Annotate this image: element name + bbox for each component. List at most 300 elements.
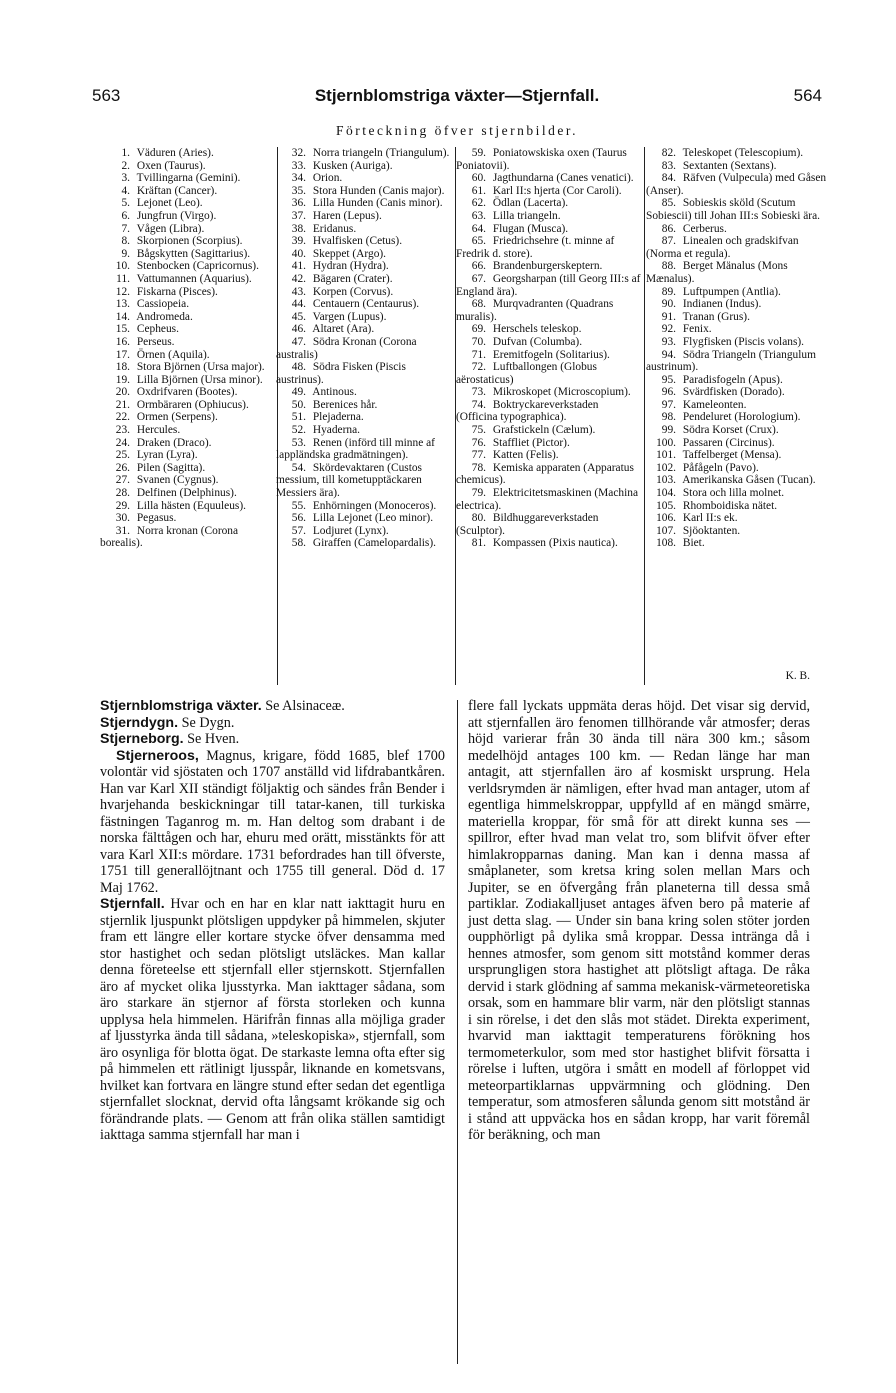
constellation-entry (646, 298, 828, 311)
constellation-entry (100, 197, 278, 210)
entry-name: Elektricitetsmaskinen (Machina electrica). (456, 487, 639, 512)
constellation-entry (276, 147, 456, 160)
entry-name: Stora Hunden (Canis major). (310, 184, 445, 197)
entry-name: Herschels teleskop. (490, 323, 582, 336)
entry-number: 100. (656, 436, 676, 449)
article-text: Se Hven. (183, 731, 240, 747)
entry-name: Hercules. (134, 424, 181, 437)
entry-number: 38. (291, 222, 306, 235)
constellation-entry (100, 248, 278, 261)
entry-name: Vågen (Libra). (134, 222, 205, 235)
entry-number: 70. (471, 335, 486, 348)
constellation-entry (646, 311, 828, 324)
constellation-entry (456, 424, 642, 437)
entry-name: Korpen (Corvus). (310, 285, 394, 298)
constellation-entry (646, 411, 828, 424)
entry-name: Luftballongen (Globus aërostaticus) (456, 361, 597, 386)
constellation-entry (646, 512, 828, 525)
entry-name: Skorpionen (Scorpius). (134, 235, 243, 248)
entry-number: 96. (661, 386, 676, 399)
constellation-entry (100, 311, 278, 324)
constellation-entry (456, 147, 642, 172)
constellation-entry (276, 286, 456, 299)
entry-number: 17. (115, 348, 130, 361)
entry-name: Norra triangeln (Triangulum). (310, 147, 450, 159)
entry-name: Räfven (Vulpecula) med Gåsen (Anser). (646, 172, 827, 197)
entry-number: 104. (656, 487, 676, 500)
entry-name: Hydran (Hydra). (310, 260, 389, 273)
entry-name: Haren (Lepus). (310, 209, 382, 222)
article-headword: Stjernblomstriga växter. (100, 698, 262, 714)
entry-name: Påfågeln (Pavo). (680, 461, 759, 474)
constellation-entry (456, 462, 642, 487)
entry-name: Biet. (680, 537, 705, 550)
entry-name: Katten (Felis). (490, 449, 559, 462)
entry-number: 59. (471, 147, 486, 159)
constellation-entry (100, 424, 278, 437)
article-stjernfall-continued: flere fall lyckats uppmäta deras höjd. Det visar sig dervid, att stjernfallen äro fenomen tillhörande vår atmosfer; deras höjd varierar från 30 ända till nära 300 km.; såsom medelhöjd antages 100 km. — Redan länge har man antagit, att stjernfallen äro af kosmiskt ursprung. Hela verldsrymden är nämligen, efter hvad man antager, utom af egentliga himmelskroppar, uppfylld af en mängd smärre, materiella kroppar, för små för att direkt kunna ses — spillror, efter hvad man velat tro, som blifvit öfver efter himlakropparnas daning. Man kan i denna massa af småplaneter, som kretsa kring solen mellan Mars och Jupiter, se en öfvergång från planeterna till dessa små partiklar. Zodiakalljuset antages äfven bero på materie af just detta slag. — Under sin bana kring solen stöter jorden oupphörligt på dylika små kroppar. Dessa intränga då i hennes atmosfer, som genom sitt motstånd kommer deras ursprungligen stora hastighet att plötsligt aftaga. De råka dervid i stark glödning af samma mekanisk-värmeteoretiska orsak, som en hammare blir varm, när den plötsligt stannas i sin rörelse, i det den slås mot städet. Direkta experiment, hvarvid man iakttagit temperaturens förökning hos termometerkulor, som med stor hastighet blifvit försatta i rörelse i luften, utgöra i smått en modell af förloppet vid meteorpartiklarnas uppvärmning och glödning. Den temperatur, som atmosferen sålunda genom sitt motstånd är i stånd att uppväcka hos en sådan kropp, har varit föremål för beräkning, och man (468, 698, 810, 1143)
table-title: Förteckning öfver stjernbilder. (335, 123, 579, 138)
entry-number: 40. (291, 247, 306, 260)
constellation-entry (646, 374, 828, 387)
constellation-entry (456, 386, 642, 399)
entry-number: 42. (291, 272, 306, 285)
entry-number: 24. (115, 436, 130, 449)
constellation-entry (456, 235, 642, 260)
entry-name: Staffliet (Pictor). (490, 436, 570, 449)
page-header (92, 86, 822, 110)
entry-name: Flugan (Musca). (490, 222, 569, 235)
constellation-entry (276, 248, 456, 261)
constellation-entry (276, 437, 456, 462)
entry-number: 91. (661, 310, 676, 323)
constellation-entry (276, 235, 456, 248)
constellation-entry (100, 172, 278, 185)
constellation-entry (646, 260, 828, 285)
column-divider (644, 147, 645, 685)
entry-number: 57. (291, 524, 306, 537)
entry-name: Orion. (310, 172, 343, 185)
entry-name: Lilla triangeln. (490, 209, 561, 222)
entry-number: 83. (661, 159, 676, 172)
entry-number: 79. (471, 487, 486, 500)
constellation-entry (646, 537, 828, 550)
entry-number: 90. (661, 298, 676, 311)
entry-number: 28. (115, 487, 130, 500)
entry-number: 71. (471, 348, 486, 361)
entry-name: Linealen och gradskifvan (Norma et regula). (646, 235, 799, 260)
entry-name: Eremitfogeln (Solitarius). (490, 348, 610, 361)
entry-number: 15. (115, 323, 130, 336)
entry-number: 8. (121, 235, 130, 248)
constellation-entry (646, 223, 828, 236)
entry-number: 20. (115, 386, 130, 399)
entry-number: 101. (656, 449, 676, 462)
constellation-entry (456, 223, 642, 236)
constellation-entry (100, 449, 278, 462)
constellation-entry (646, 437, 828, 450)
entry-name: Berget Mänalus (Mons Mænalus). (646, 260, 788, 285)
entry-name: Jagthundarna (Canes venatici). (490, 172, 634, 185)
signature: K. B. (785, 670, 810, 683)
entry-name: Stora och lilla molnet. (680, 487, 785, 500)
entry-number: 99. (661, 424, 676, 437)
entry-number: 65. (471, 235, 486, 248)
constellation-entry (100, 286, 278, 299)
entry-number: 50. (291, 398, 306, 411)
entry-name: Ödlan (Lacerta). (490, 197, 569, 210)
article-text: Hvar och en har en klar natt iakttagit huru en stjernlik ljuspunkt plötsligen uppdyker på himmelen, skjuter fram ett längre eller kortare stycke öfver densamma med stor hastighet och sedan plötsligt utsläckes. Man kallar denna företeelse ett stjernfall eller stjernskott. Stjernfallen äro af mycket olika ljusstyrka. Man iakttager sådana, som äro starkare än stjernor af första storleken och kunna upplysa hela himmelen. Härifrån finnas alla möjliga grader af ljusstyrka ända till sådana, »teleskopiska», stjernfall, som äro osynliga för blotta ögat. De starkaste lemna ofta efter sig på himmelen ett rätlinigt ljusspår, liknande en kometsvans, hvilket kan fortvara en längre stund efter sedan det egentliga stjernfallet slocknat, dervid ofta långsamt krökande sig och förändrande plats. — Genom att från olika ställen samtidigt iakttaga samma stjernfall har man i (100, 896, 445, 1143)
entry-name: Karl II:s hjerta (Cor Caroli). (490, 184, 622, 197)
constellation-entry (100, 185, 278, 198)
entry-name: Skördevaktaren (Custos messium, till kometupptäckaren Messiers ära). (276, 461, 422, 500)
constellation-entry (456, 323, 642, 336)
entry-number: 6. (121, 209, 130, 222)
constellation-entry (456, 437, 642, 450)
constellation-entry (646, 349, 828, 374)
entry-number: 66. (471, 260, 486, 273)
entry-number: 102. (656, 461, 676, 474)
entry-name: Karl II:s ek. (680, 512, 738, 525)
constellation-entry (646, 235, 828, 260)
entry-name: Jungfrun (Virgo). (134, 209, 217, 222)
entry-number: 37. (291, 209, 306, 222)
constellation-entry (100, 462, 278, 475)
constellation-column-1 (100, 147, 278, 687)
entry-number: 39. (291, 235, 306, 248)
entry-name: Andromeda. (134, 310, 193, 323)
constellation-table (100, 147, 825, 687)
entry-number: 81. (471, 537, 486, 550)
entry-number: 92. (661, 323, 676, 336)
entry-name: Boktryckareverkstaden (Officina typographica). (456, 398, 599, 424)
entry-number: 103. (656, 474, 676, 487)
constellation-entry (100, 411, 278, 424)
entry-number: 18. (115, 361, 130, 374)
constellation-entry (100, 210, 278, 223)
entry-name: Pegasus. (134, 512, 177, 525)
entry-name: Renen (införd till minne af lappländska gradmätningen). (276, 436, 435, 462)
constellation-entry (276, 160, 456, 173)
entry-number: 98. (661, 411, 676, 424)
entry-number: 95. (661, 373, 676, 386)
entry-number: 43. (291, 285, 306, 298)
constellation-entry (646, 160, 828, 173)
constellation-entry (276, 386, 456, 399)
entry-number: 84. (661, 172, 676, 185)
entry-name: Rhomboidiska nätet. (680, 499, 778, 512)
article-entry (100, 731, 445, 748)
entry-number: 77. (471, 449, 486, 462)
constellation-entry (646, 172, 828, 197)
entry-name: Sobieskis sköld (Scutum Sobiescii) till Johan III:s Sobieski ära. (646, 197, 820, 222)
entry-number: 46. (291, 323, 306, 336)
constellation-entry (100, 235, 278, 248)
constellation-entry (456, 210, 642, 223)
entry-name: Teleskopet (Telescopium). (680, 147, 804, 159)
constellation-entry (276, 361, 456, 386)
constellation-entry (100, 361, 278, 374)
constellation-entry (456, 399, 642, 424)
entry-name: Friedrichsehre (t. minne af Fredrik d. store). (456, 235, 615, 260)
entry-number: 63. (471, 209, 486, 222)
constellation-entry (276, 197, 456, 210)
entry-number: 4. (121, 184, 130, 197)
entry-name: Sextanten (Sextans). (680, 159, 777, 172)
constellation-entry (646, 474, 828, 487)
entry-name: Fiskarna (Pisces). (134, 285, 218, 298)
constellation-entry (100, 374, 278, 387)
constellation-column-2 (276, 147, 456, 687)
left-text-column (100, 698, 445, 1144)
entry-name: Skeppet (Argo). (310, 247, 387, 260)
constellation-entry (646, 336, 828, 349)
constellation-entry (100, 437, 278, 450)
constellation-entry (276, 185, 456, 198)
entry-number: 89. (661, 285, 676, 298)
entry-name: Sjöoktanten. (680, 524, 741, 537)
constellation-entry (456, 185, 642, 198)
entry-name: Stora Björnen (Ursa major). (134, 361, 265, 374)
entry-number: 1. (121, 147, 130, 159)
entry-number: 26. (115, 461, 130, 474)
entry-number: 52. (291, 424, 306, 437)
entry-name: Delfinen (Delphinus). (134, 487, 237, 500)
entry-number: 72. (471, 361, 486, 374)
entry-number: 76. (471, 436, 486, 449)
entry-number: 3. (121, 172, 130, 185)
entry-name: Lilla Björnen (Ursa minor). (134, 373, 263, 386)
constellation-entry (456, 260, 642, 273)
entry-number: 11. (116, 272, 130, 285)
entry-number: 73. (471, 386, 486, 399)
constellation-entry (646, 323, 828, 336)
entry-name: Cepheus. (134, 323, 179, 336)
entry-number: 21. (115, 398, 130, 411)
entry-name: Berenices hår. (310, 398, 378, 411)
entry-number: 22. (115, 411, 130, 424)
constellation-entry (276, 399, 456, 412)
entry-name: Kompassen (Pixis nautica). (490, 537, 618, 550)
entry-number: 47. (291, 335, 306, 348)
constellation-entry (100, 487, 278, 500)
constellation-entry (456, 487, 642, 512)
entry-name: Poniatowskiska oxen (Taurus Poniatovii). (456, 147, 627, 172)
running-title: Stjernblomstriga växter—Stjernfall. (314, 86, 600, 105)
constellation-entry (646, 399, 828, 412)
constellation-entry (646, 286, 828, 299)
entry-name: Svärdfisken (Dorado). (680, 386, 785, 399)
entry-number: 82. (661, 147, 676, 159)
entry-number: 34. (291, 172, 306, 185)
constellation-entry (276, 172, 456, 185)
constellation-entry (646, 462, 828, 475)
entry-name: Pendeluret (Horologium). (680, 411, 801, 424)
constellation-entry (100, 147, 278, 160)
entry-name: Perseus. (134, 335, 175, 348)
entry-number: 78. (471, 461, 486, 474)
article-entry (100, 715, 445, 732)
entry-number: 7. (121, 222, 130, 235)
constellation-entry (276, 210, 456, 223)
entry-number: 62. (471, 197, 486, 210)
constellation-entry (100, 349, 278, 362)
entry-number: 69. (471, 323, 486, 336)
entry-name: Kräftan (Cancer). (134, 184, 218, 197)
entry-name: Indianen (Indus). (680, 298, 762, 311)
entry-number: 45. (291, 310, 306, 323)
constellation-entry (276, 411, 456, 424)
entry-number: 33. (291, 159, 306, 172)
entry-name: Vattumannen (Aquarius). (134, 272, 252, 285)
entry-number: 31. (115, 524, 130, 537)
entry-name: Hvalfisken (Cetus). (310, 235, 403, 248)
constellation-entry (646, 449, 828, 462)
entry-number: 44. (291, 298, 306, 311)
entry-name: Oxen (Taurus). (134, 159, 206, 172)
entry-number: 74. (471, 398, 486, 411)
entry-number: 54. (291, 461, 306, 474)
entry-name: Södra Korset (Crux). (680, 424, 779, 437)
entry-name: Norra kronan (Corona borealis). (100, 524, 239, 550)
constellation-entry (276, 323, 456, 336)
entry-name: Väduren (Aries). (134, 147, 214, 159)
article-entry (100, 748, 445, 897)
constellation-entry (100, 512, 278, 525)
entry-number: 93. (661, 335, 676, 348)
constellation-entry (276, 525, 456, 538)
entry-number: 25. (115, 449, 130, 462)
entry-number: 19. (115, 373, 130, 386)
entry-number: 87. (661, 235, 676, 248)
article-entry (100, 896, 445, 1144)
entry-number: 56. (291, 512, 306, 525)
article-headword: Stjerneborg. (100, 731, 184, 747)
entry-number: 27. (115, 474, 130, 487)
entry-name: Murqvadranten (Quadrans muralis). (456, 298, 614, 323)
entry-name: Lilla Hunden (Canis minor). (310, 197, 443, 210)
constellation-entry (100, 474, 278, 487)
constellation-entry (100, 500, 278, 513)
constellation-entry (646, 500, 828, 513)
entry-number: 94. (661, 348, 676, 361)
constellation-entry (456, 336, 642, 349)
constellation-entry (100, 323, 278, 336)
article-headword: Stjernfall. (100, 896, 165, 912)
entry-number: 105. (656, 499, 676, 512)
entry-number: 106. (656, 512, 676, 525)
constellation-entry (646, 424, 828, 437)
entry-number: 36. (291, 197, 306, 210)
entry-name: Fenix. (680, 323, 712, 336)
entry-number: 2. (121, 159, 130, 172)
constellation-entry (456, 197, 642, 210)
entry-number: 16. (115, 335, 130, 348)
article-headword: Stjerneroos, (116, 747, 199, 764)
entry-name: Antinous. (310, 386, 357, 399)
entry-number: 80. (471, 512, 486, 525)
entry-name: Paradisfogeln (Apus). (680, 373, 783, 386)
constellation-entry (276, 273, 456, 286)
constellation-entry (100, 223, 278, 236)
entry-name: Bägaren (Crater). (310, 272, 393, 285)
entry-name: Örnen (Aquila). (134, 348, 210, 361)
entry-name: Södra Kronan (Corona australis) (276, 335, 417, 361)
constellation-entry (276, 462, 456, 500)
entry-name: Svanen (Cygnus). (134, 474, 219, 487)
entry-name: Enhörningen (Monoceros). (310, 499, 437, 512)
entry-name: Södra Fisken (Piscis austrinus). (276, 361, 406, 386)
entry-number: 58. (291, 537, 306, 550)
entry-number: 55. (291, 499, 306, 512)
entry-name: Cerberus. (680, 222, 727, 235)
constellation-entry (456, 537, 642, 550)
entry-number: 12. (115, 285, 130, 298)
article-text: Magnus, krigare, född 1685, blef 1700 volontär vid sjöstaten och 1707 anställd vid lifdrabantkåren. Han var Karl XII ständigt följaktig och sändes från Bender i hvarjehanda beskickningar till tatar-kanen, till turkiska fästningen Taganrog m. m. Han deltog som drabant i de norska fälttågen och har, ehuru med orätt, misstänkts för att vara Karl XII:s mördare. 1731 befordrades han till öfverste, 1751 till generallöjtnant och 1755 till general. Död d. 17 Maj 1762. (100, 747, 445, 896)
entry-name: Lilla Lejonet (Leo minor). (310, 512, 434, 525)
entry-name: Pilen (Sagitta). (134, 461, 206, 474)
constellation-entry (646, 487, 828, 500)
constellation-entry (276, 424, 456, 437)
column-divider (457, 700, 458, 1364)
constellation-column-3 (456, 147, 642, 687)
page-number-left: 563 (92, 86, 121, 105)
constellation-entry (276, 260, 456, 273)
entry-name: Giraffen (Camelopardalis). (310, 537, 436, 550)
entry-number: 51. (291, 411, 306, 424)
constellation-entry (456, 361, 642, 386)
entry-number: 13. (115, 298, 130, 311)
entry-number: 61. (471, 184, 486, 197)
constellation-entry (646, 386, 828, 399)
entry-name: Grafstickeln (Cælum). (490, 424, 596, 437)
constellation-entry (100, 399, 278, 412)
entry-number: 53. (291, 436, 306, 449)
constellation-entry (100, 336, 278, 349)
entry-number: 86. (661, 222, 676, 235)
entry-name: Lyran (Lyra). (134, 449, 198, 462)
entry-number: 9. (121, 247, 130, 260)
entry-name: Plejaderna. (310, 411, 364, 424)
entry-name: Hyaderna. (310, 424, 360, 437)
entry-name: Lejonet (Leo). (134, 197, 203, 210)
entry-name: Bågskytten (Sagittarius). (134, 247, 251, 260)
entry-number: 29. (115, 499, 130, 512)
constellation-entry (276, 298, 456, 311)
entry-name: Vargen (Lupus). (310, 310, 387, 323)
article-headword: Stjerndygn. (100, 714, 179, 731)
constellation-entry (646, 525, 828, 538)
constellation-column-4 (646, 147, 828, 687)
entry-number: 32. (291, 147, 306, 159)
constellation-entry (646, 197, 828, 222)
entry-number: 30. (115, 512, 130, 525)
entry-name: Passaren (Circinus). (680, 436, 775, 449)
entry-number: 48. (291, 361, 306, 374)
constellation-entry (456, 172, 642, 185)
entry-name: Flygfisken (Piscis volans). (680, 335, 805, 348)
constellation-entry (456, 512, 642, 537)
entry-number: 75. (471, 424, 486, 437)
constellation-entry (100, 386, 278, 399)
constellation-entry (276, 500, 456, 513)
constellation-entry (456, 349, 642, 362)
entry-name: Södra Triangeln (Triangulum austrinum). (646, 348, 816, 374)
article-entry (100, 698, 445, 715)
entry-number: 60. (471, 172, 486, 185)
entry-name: Kameleonten. (680, 398, 747, 411)
entry-name: Ormbäraren (Ophiucus). (134, 398, 249, 411)
